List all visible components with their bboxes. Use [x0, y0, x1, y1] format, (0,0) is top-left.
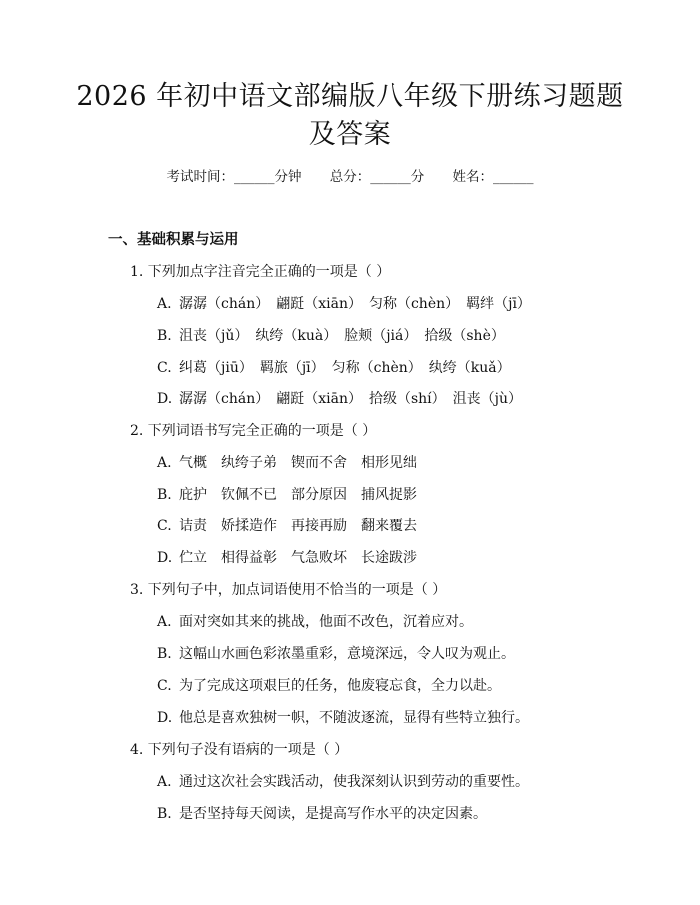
exam-score: 总分：______分: [329, 169, 425, 185]
option-letter: D.: [157, 391, 173, 407]
option-text: 这幅山水画色彩浓墨重彩，意境深远，令人叹为观止。: [179, 646, 515, 662]
title-line-1: 2026 年初中语文部编版八年级下册练习题题: [76, 81, 624, 112]
option-text: 潺潺（chán） 翩跹（xiān） 匀称（chèn） 羁绊（jī）: [179, 296, 531, 312]
question-1-option-a: [157, 293, 531, 313]
option-letter: B.: [157, 487, 172, 503]
option-text: 庇护 钦佩不已 部分原因 捕风捉影: [179, 487, 417, 503]
option-letter: D.: [157, 710, 173, 726]
option-text: 面对突如其来的挑战，他面不改色，沉着应对。: [179, 614, 473, 630]
option-letter: C.: [157, 360, 172, 376]
option-text: 气概 纨绔子弟 锲而不舍 相形见绌: [179, 455, 417, 471]
option-letter: A.: [157, 296, 172, 312]
option-letter: B.: [157, 646, 172, 662]
option-text: 通过这次社会实践活动，使我深刻认识到劳动的重要性。: [179, 774, 529, 790]
section-heading: 一、基础积累与运用: [108, 232, 239, 248]
question-3-option-b: [157, 643, 515, 663]
option-letter: C.: [157, 678, 172, 694]
question-1-option-b: [157, 325, 505, 345]
title-line-2: 及答案: [308, 119, 392, 150]
question-1-option-c: [157, 357, 511, 377]
option-letter: D.: [157, 550, 173, 566]
exam-name: 姓名：______: [452, 169, 534, 185]
option-letter: B.: [157, 806, 172, 822]
option-letter: A.: [157, 455, 172, 471]
question-3-stem: 3. 下列句子中，加点词语使用不恰当的一项是（ ）: [130, 582, 447, 598]
question-4-option-a: [157, 771, 529, 791]
option-letter: A.: [157, 614, 172, 630]
option-text: 潺潺（chán） 翩跹（xiān） 拾级（shí） 沮丧（jù）: [179, 391, 522, 407]
option-text: 诘责 娇揉造作 再接再励 翻来覆去: [179, 518, 417, 534]
question-2-stem: 2. 下列词语书写完全正确的一项是（ ）: [130, 423, 377, 439]
exam-time: 考试时间：______分钟: [166, 169, 302, 185]
exam-info: [0, 167, 700, 187]
option-text: 是否坚持每天阅读，是提高写作水平的决定因素。: [179, 806, 487, 822]
question-4-option-b: [157, 803, 487, 823]
option-text: 纠葛（jiū） 羁旅（jī） 匀称（chèn） 纨绔（kuǎ）: [179, 360, 511, 376]
question-2-option-a: [157, 452, 417, 472]
question-1-stem: 1. 下列加点字注音完全正确的一项是（ ）: [130, 264, 391, 280]
option-text: 为了完成这项艰巨的任务，他废寝忘食，全力以赴。: [179, 678, 501, 694]
question-2-option-b: [157, 484, 417, 504]
question-2-option-d: [157, 547, 417, 567]
option-text: 伫立 相得益彰 气急败坏 长途跋涉: [179, 550, 417, 566]
option-letter: C.: [157, 518, 172, 534]
question-2-option-c: [157, 515, 417, 535]
document-title: [0, 78, 700, 154]
option-letter: B.: [157, 328, 172, 344]
question-3-option-a: [157, 611, 473, 631]
question-3-option-d: [157, 707, 529, 727]
question-3-option-c: [157, 675, 501, 695]
question-4-stem: 4. 下列句子没有语病的一项是（ ）: [130, 742, 349, 758]
question-1-option-d: [157, 388, 522, 408]
option-text: 他总是喜欢独树一帜，不随波逐流，显得有些特立独行。: [179, 710, 529, 726]
option-text: 沮丧（jǔ） 纨绔（kuà） 脸颊（jiá） 拾级（shè）: [179, 328, 505, 344]
option-letter: A.: [157, 774, 172, 790]
